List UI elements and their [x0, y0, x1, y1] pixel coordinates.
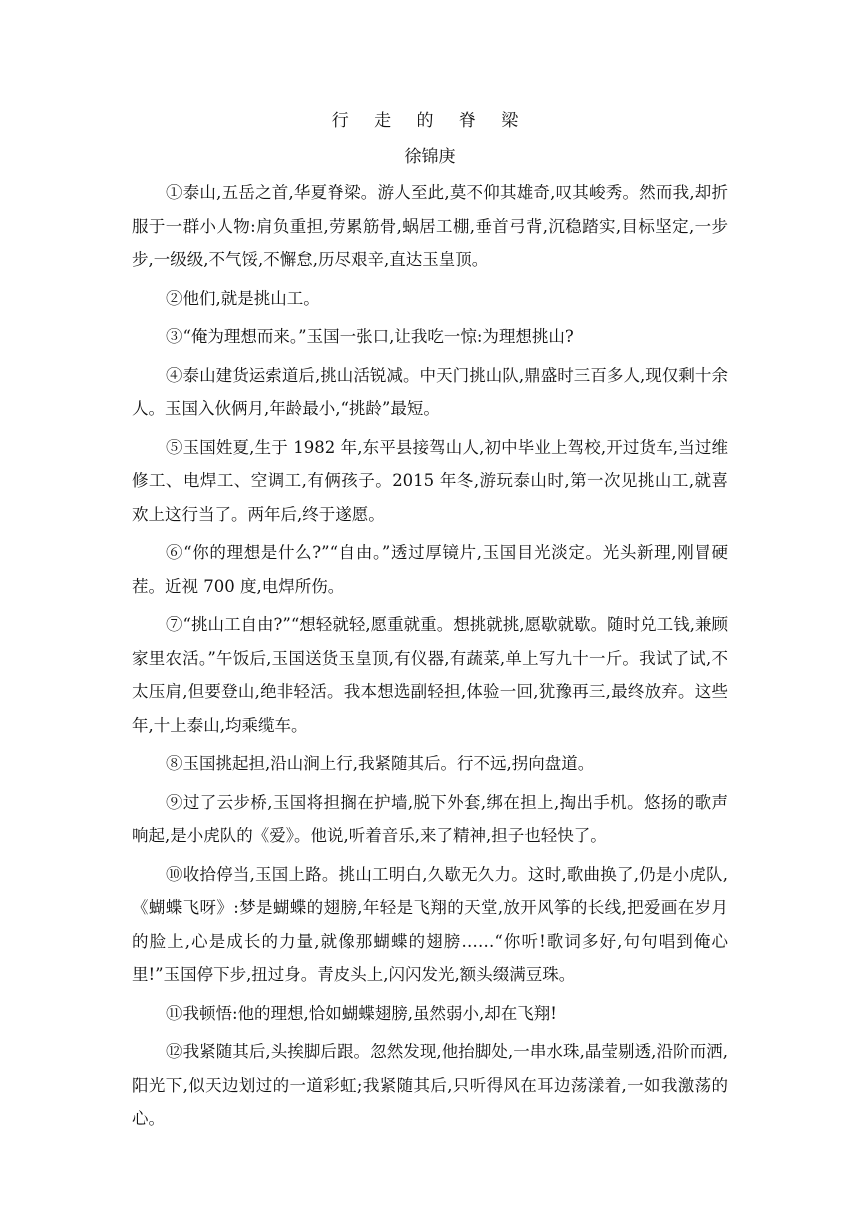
paragraph-1: ①泰山,五岳之首,华夏脊梁。游人至此,莫不仰其雄奇,叹其峻秀。然而我,却折服于一群小人物:肩负重担,劳累筋骨,蜗居工棚,垂首弓背,沉稳踏实,目标坚定,一步步,一级级,不气馁,不懈怠,历尽艰辛,直达玉皇顶。 — [132, 183, 728, 269]
paragraph-2: ②他们,就是挑山工。 — [166, 288, 320, 308]
paragraph-11: ⑪我顿悟:他的理想,恰如蝴蝶翅膀,虽然弱小,却在飞翔! — [166, 1003, 557, 1023]
paragraph-8: ⑧玉国挑起担,沿山涧上行,我紧随其后。行不远,拐向盘道。 — [166, 754, 595, 773]
paragraph-10: ⑩收拾停当,玉国上路。挑山工明白,久歇无久力。这时,歌曲换了,仍是小虎队,《蝴蝶飞呀》:梦是蝴蝶的翅膀,年轻是飞翔的天堂,放开风筝的长线,把爱画在岁月的脸上,心是成长的力量,就像那蝴蝶的翅膀……“你听!歌词多好,句句唱到俺心里!”玉国停下步,扭过身。青皮头上,闪闪发光,额头缀满豆珠。 — [132, 864, 728, 984]
paragraph-6: ⑥“你的理想是什么?”“自由。”透过厚镜片,玉国目光淡定。光头新理,刚冒硬茬。近视 700 度,电焊所伤。 — [132, 543, 728, 596]
paragraph-7: ⑦“挑山工自由?”“想轻就轻,愿重就重。想挑就挑,愿歇就歇。随时兑工钱,兼顾家里农活。”午饭后,玉国送货玉皇顶,有仪器,有蔬菜,单上写九十一斤。我试了试,不太压肩,但要登山,绝非轻活。我本想选副轻担,体验一回,犹豫再三,最终放弃。这些年,十上泰山,均乘缆车。 — [132, 615, 728, 735]
paragraph-3: ③“俺为理想而来。”玉国一张口,让我吃一惊:为理想挑山? — [166, 327, 574, 346]
article-author: 徐锦庚 — [404, 147, 456, 167]
paragraph-9: ⑨过了云步桥,玉国将担搁在护墙,脱下外套,绑在担上,掏出手机。悠扬的歌声响起,是小虎队的《爱》。他说,听着音乐,来了精神,担子也轻快了。 — [132, 792, 728, 845]
paragraph-5: ⑤玉国姓夏,生于 1982 年,东平县接驾山人,初中毕业上驾校,开过货车,当过维修工、电焊工、空调工,有俩孩子。2015 年冬,游玩泰山时,第一次见挑山工,就喜欢上这行当了。两年后,终于遂愿。 — [132, 437, 728, 524]
paragraph-4: ④泰山建货运索道后,挑山活锐减。中天门挑山队,鼎盛时三百多人,现仅剩十余人。玉国入伙俩月,年龄最小,“挑龄”最短。 — [132, 365, 728, 418]
article-title: 行 走 的 脊 梁 — [331, 111, 529, 131]
article-body — [132, 176, 728, 1141]
paragraph-12: ⑫我紧随其后,头挨脚后跟。忽然发现,他抬脚处,一串水珠,晶莹剔透,沿阶而洒,阳光下,似天边划过的一道彩虹;我紧随其后,只听得风在耳边荡漾着,一如我激荡的心。 — [132, 1042, 728, 1128]
